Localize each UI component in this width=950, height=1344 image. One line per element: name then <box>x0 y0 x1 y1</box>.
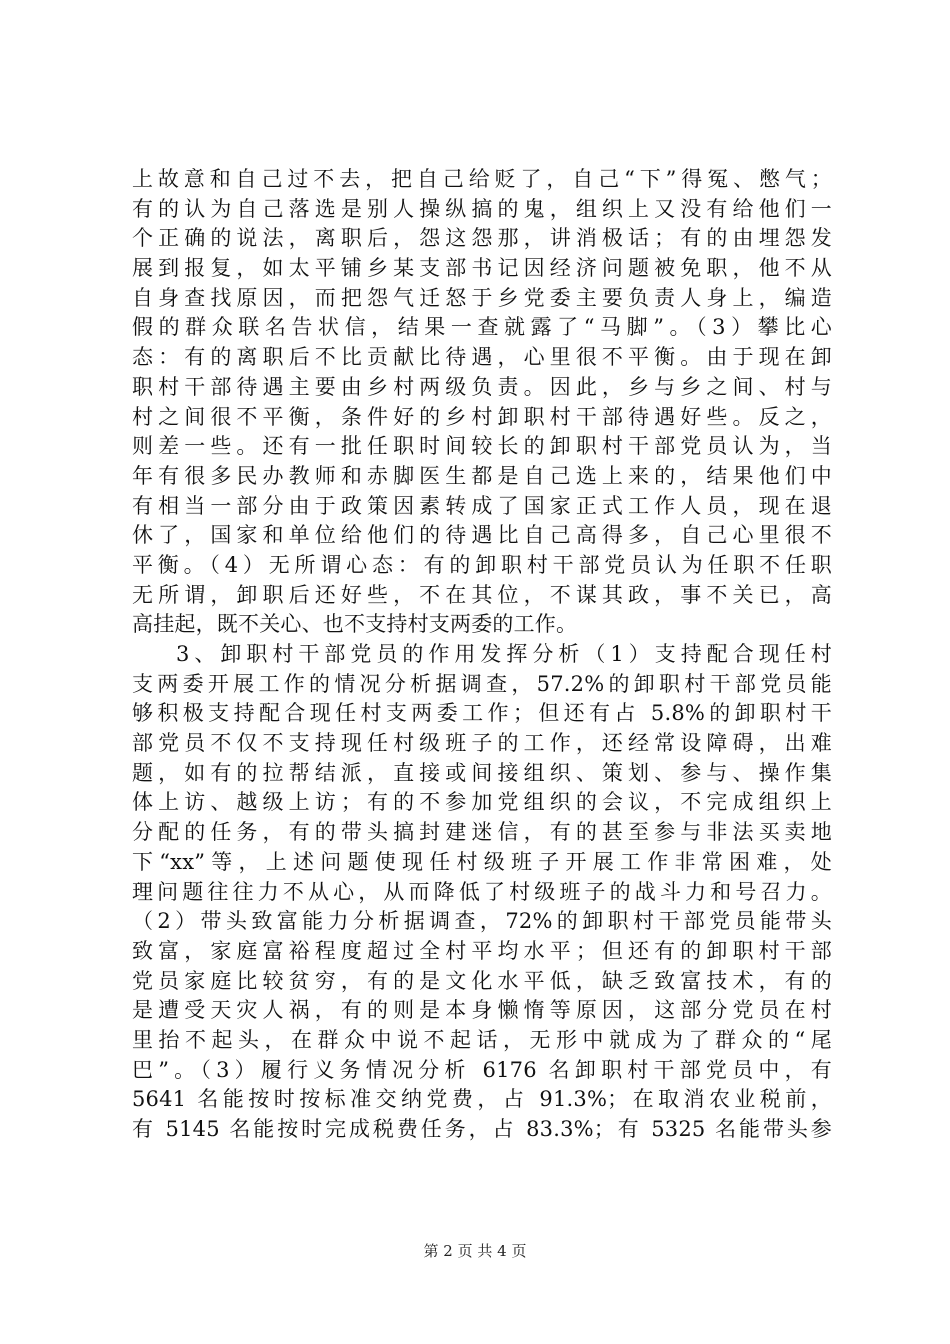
text-line: 上故意和自己过不去，把自己给贬了，自己“下”得冤、憋气； <box>132 167 832 191</box>
text-line: 无所谓，卸职后还好些，不在其位，不谋其政，事不关已，高 <box>132 582 832 607</box>
text-line: 有 5145 名能按时完成税费任务，占 83.3%；有 5325 名能带头参 <box>132 1117 832 1141</box>
text-line: 体上访、越级上访；有的不参加党组织的会议，不完成组织上 <box>132 790 832 815</box>
text-line: 里抬不起头，在群众中说不起话，无形中就成为了群众的“尾 <box>132 1027 832 1052</box>
text-line: 够积极支持配合现任村支两委工作；但还有占 5.8%的卸职村干 <box>132 701 832 726</box>
text-line: 平衡。（4）无所谓心态：有的卸职村干部党员认为任职不任职 <box>132 552 832 577</box>
text-line: 致富，家庭富裕程度超过全村平均水平；但还有的卸职村干部 <box>132 938 832 963</box>
text-line: 休了，国家和单位给他们的待遇比自己高得多，自己心里很不 <box>132 523 832 548</box>
text-line: 分配的任务，有的带头搞封建迷信，有的甚至参与非法买卖地 <box>132 820 832 845</box>
text-line: 村之间很不平衡，条件好的乡村卸职村干部待遇好些。反之， <box>132 404 832 429</box>
text-line: 理问题往往力不从心，从而降低了村级班子的战斗力和号召力。 <box>132 879 832 904</box>
text-line: 假的群众联名告状信，结果一查就露了“马脚”。（3）攀比心 <box>132 315 832 340</box>
text-line: 年有很多民办教师和赤脚医生都是自己选上来的，结果他们中 <box>132 463 832 488</box>
text-line: 下“xx”等，上述问题使现任村级班子开展工作非常困难，处 <box>132 849 832 874</box>
text-line: 职村干部待遇主要由乡村两级负责。因此，乡与乡之间、村与 <box>132 374 832 399</box>
text-line: （2）带头致富能力分析据调查，72%的卸职村干部党员能带头 <box>132 909 832 934</box>
body-text <box>132 165 832 1145</box>
text-line: 巴”。（3）履行义务情况分析 6176 名卸职村干部党员中，有 <box>132 1057 832 1082</box>
text-line: 5641 名能按时按标准交纳党费，占 91.3%；在取消农业税前， <box>132 1087 832 1112</box>
text-line: 党员家庭比较贫穷，有的是文化水平低，缺乏致富技术，有的 <box>132 968 832 993</box>
paragraph-start-line: 3、卸职村干部党员的作用发挥分析（1）支持配合现任村 <box>176 642 832 666</box>
text-line: 部党员不仅不支持现任村级班子的工作，还经常设障碍，出难 <box>132 731 832 756</box>
text-line: 自身查找原因，而把怨气迁怒于乡党委主要负责人身上，编造 <box>132 285 832 310</box>
text-line: 有相当一部分由于政策因素转成了国家正式工作人员，现在退 <box>132 493 832 518</box>
text-line: 支两委开展工作的情况分析据调查，57.2%的卸职村干部党员能 <box>132 671 832 696</box>
text-line: 态：有的离职后不比贡献比待遇，心里很不平衡。由于现在卸 <box>132 345 832 370</box>
paragraph-end-line: 高挂起，既不关心、也不支持村支两委的工作。 <box>132 612 578 637</box>
text-line: 是遭受天灾人祸，有的则是本身懒惰等原因，这部分党员在村 <box>132 998 832 1023</box>
page-number-footer: 第 2 页 共 4 页 <box>423 1242 527 1260</box>
text-line: 展到报复，如太平铺乡某支部书记因经济问题被免职，他不从 <box>132 256 832 281</box>
text-line: 个正确的说法，离职后，怨这怨那，讲消极话；有的由埋怨发 <box>132 226 832 251</box>
text-line: 有的认为自己落选是别人操纵搞的鬼，组织上又没有给他们一 <box>132 196 832 221</box>
text-line: 则差一些。还有一批任职时间较长的卸职村干部党员认为，当 <box>132 434 832 459</box>
text-line: 题，如有的拉帮结派，直接或间接组织、策划、参与、操作集 <box>132 760 832 785</box>
